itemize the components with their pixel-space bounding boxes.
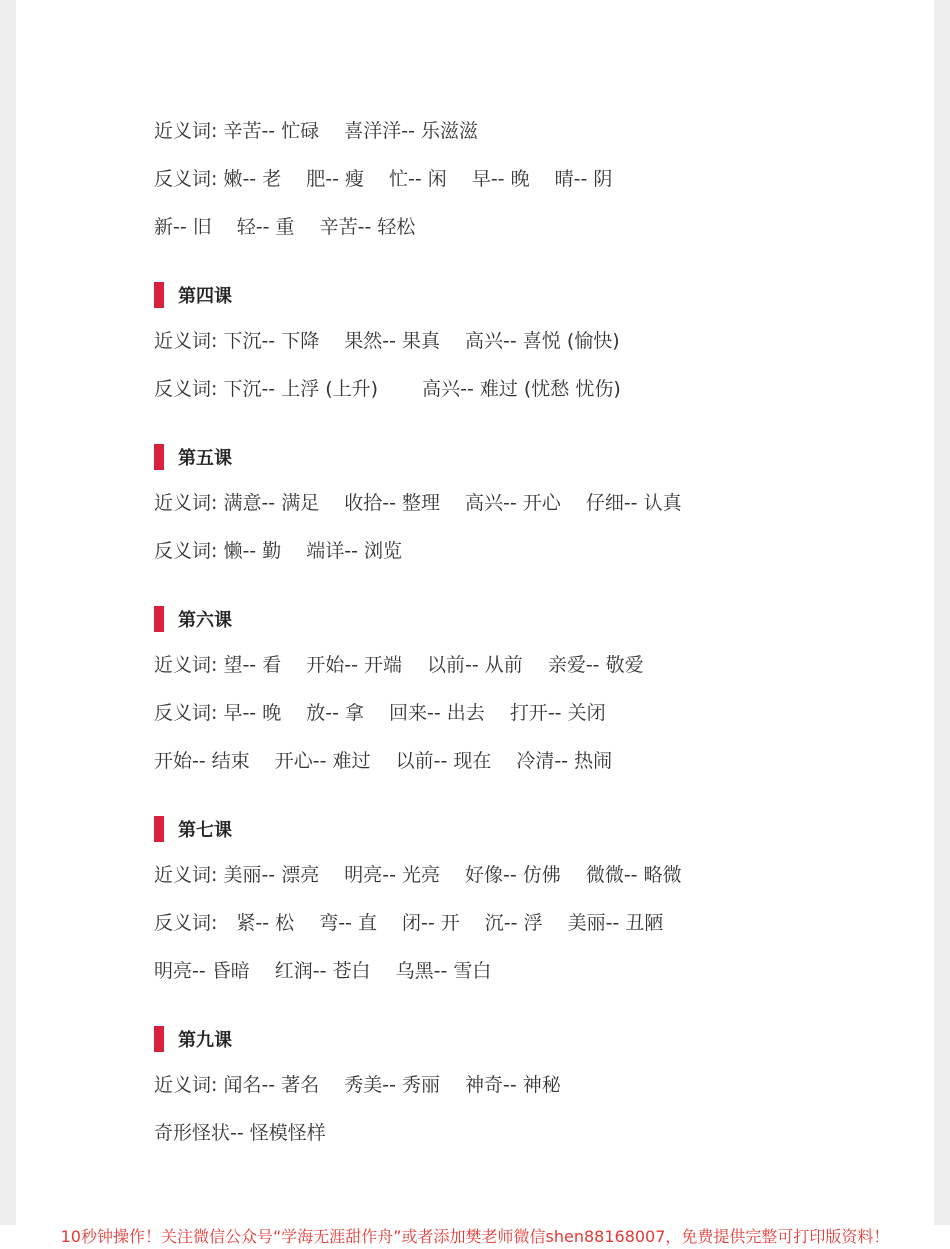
- lesson-heading: [154, 274, 894, 316]
- heading-marker: [154, 444, 164, 470]
- document-page: [16, 0, 934, 1249]
- lesson-heading: [154, 1018, 894, 1060]
- heading-marker: [154, 1026, 164, 1052]
- lesson-heading: [154, 808, 894, 850]
- text-line: 奇形怪状-- 怪模怪样: [154, 1122, 326, 1144]
- promo-footer: 10秒钟操作！关注微信公众号“学海无涯甜作舟”或者添加樊老师微信shen88168007，免费提供完整可打印版资料！: [0, 1225, 950, 1249]
- lesson-title: 第九课: [178, 1030, 232, 1051]
- text-line: 近义词: 望-- 看 开始-- 开端 以前-- 从前 亲爱-- 敬爱: [154, 654, 644, 676]
- text-line: 近义词: 满意-- 满足 收拾-- 整理 高兴-- 开心 仔细-- 认真: [154, 492, 682, 514]
- lesson-title: 第四课: [178, 286, 232, 307]
- lesson-heading: [154, 436, 894, 478]
- text-line: 明亮-- 昏暗 红润-- 苍白 乌黑-- 雪白: [154, 960, 492, 982]
- document-content: [154, 110, 894, 1160]
- text-line: 近义词: 美丽-- 漂亮 明亮-- 光亮 好像-- 仿佛 微微-- 略微: [154, 864, 682, 886]
- text-line: 反义词: 嫩-- 老 肥-- 瘦 忙-- 闲 早-- 晚 晴-- 阴: [154, 168, 613, 190]
- text-line: 近义词: 下沉-- 下降 果然-- 果真 高兴-- 喜悦 (愉快): [154, 330, 620, 352]
- lesson-title: 第六课: [178, 610, 232, 631]
- text-line: 开始-- 结束 开心-- 难过 以前-- 现在 冷清-- 热闹: [154, 750, 613, 772]
- text-line: 反义词: 懒-- 勤 端详-- 浏览: [154, 540, 402, 562]
- heading-marker: [154, 816, 164, 842]
- text-line: 近义词: 辛苦-- 忙碌 喜洋洋-- 乐滋滋: [154, 120, 478, 142]
- heading-marker: [154, 606, 164, 632]
- lesson-heading: [154, 598, 894, 640]
- lesson-title: 第七课: [178, 820, 232, 841]
- text-line: 反义词: 下沉-- 上浮 (上升) 高兴-- 难过 (忧愁 忧伤): [154, 378, 621, 400]
- text-line: 近义词: 闻名-- 著名 秀美-- 秀丽 神奇-- 神秘: [154, 1074, 561, 1096]
- text-line: 反义词: 早-- 晚 放-- 拿 回来-- 出去 打开-- 关闭: [154, 702, 606, 724]
- text-line: 新-- 旧 轻-- 重 辛苦-- 轻松: [154, 216, 416, 238]
- text-line: 反义词: 紧-- 松 弯-- 直 闭-- 开 沉-- 浮 美丽-- 丑陋: [154, 912, 664, 934]
- heading-marker: [154, 282, 164, 308]
- lesson-title: 第五课: [178, 448, 232, 469]
